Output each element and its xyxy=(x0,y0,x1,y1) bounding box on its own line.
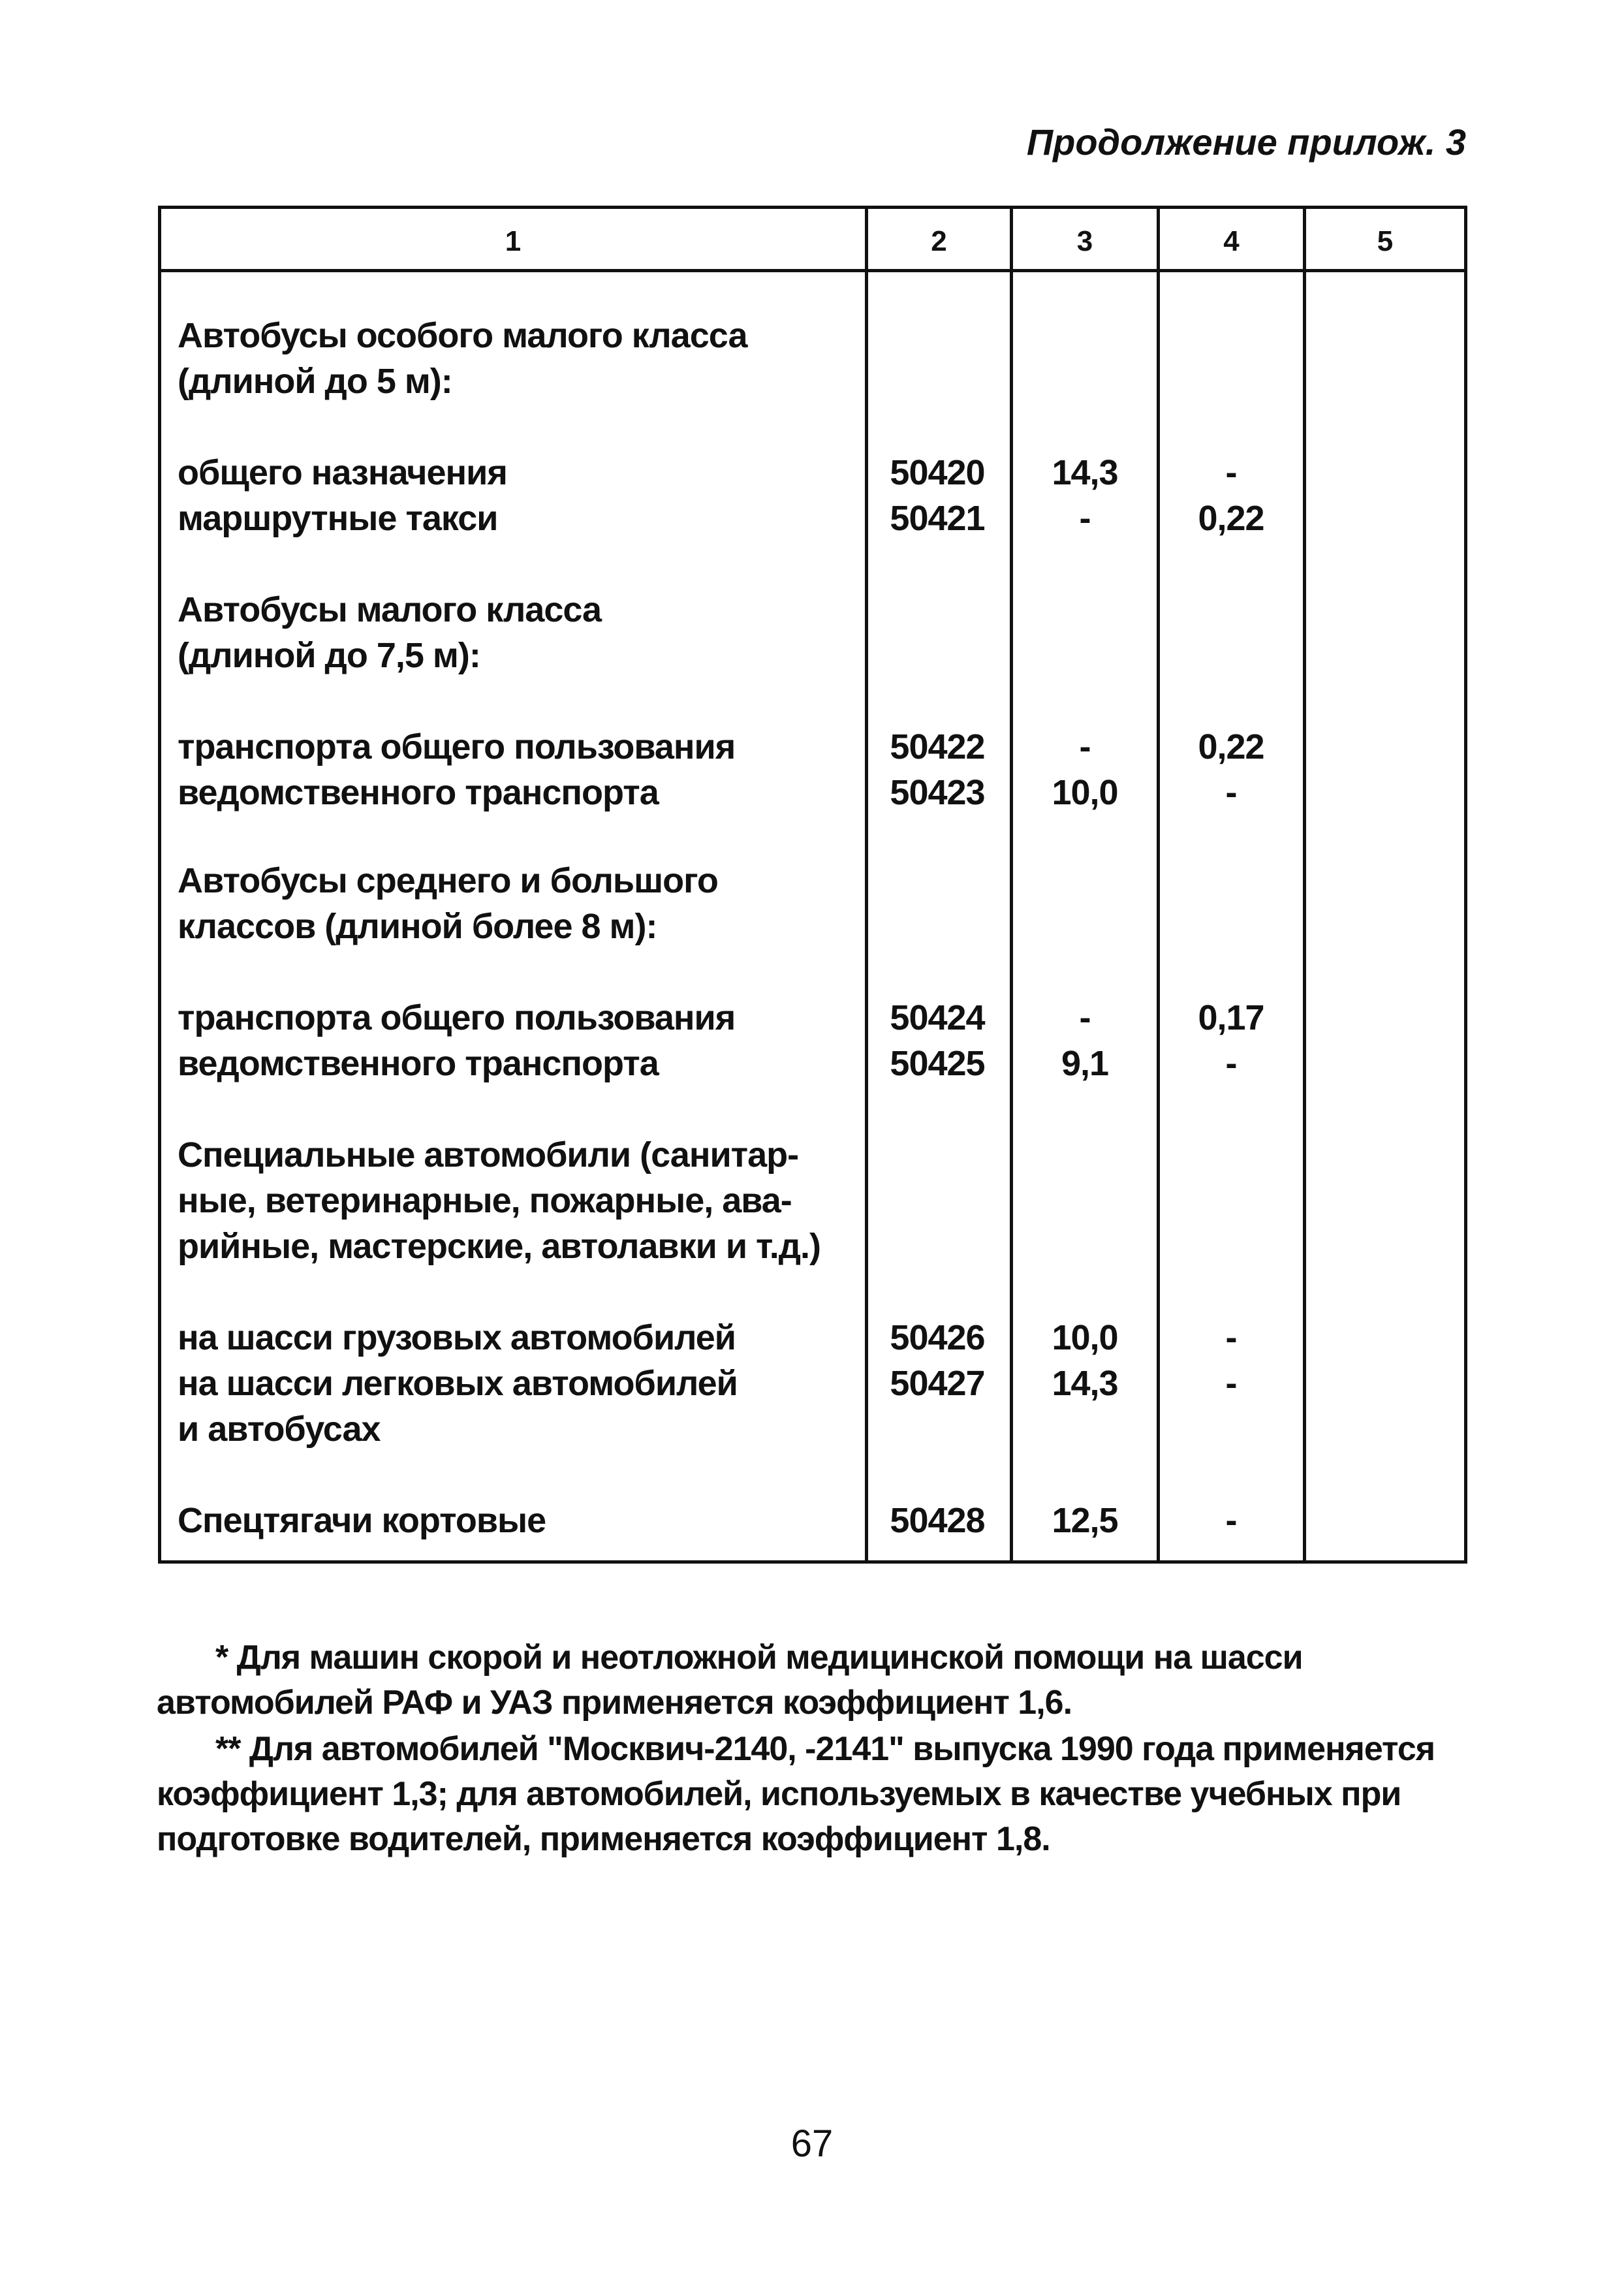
row-code: 50421 xyxy=(890,499,985,538)
row-code: 50427 xyxy=(890,1364,985,1403)
continuation-caption: Продолжение прилож. 3 xyxy=(1026,121,1466,163)
table-row xyxy=(0,996,1624,1040)
table-row xyxy=(0,859,1624,903)
row-code: 50425 xyxy=(890,1044,985,1083)
table-row xyxy=(0,770,1624,815)
row-label: Автобусы малого класса xyxy=(178,590,602,629)
row-value-3: 9,1 xyxy=(1061,1044,1109,1083)
row-label: и автобусах xyxy=(178,1410,381,1449)
row-value-3: 12,5 xyxy=(1052,1501,1118,1540)
row-label: рийные, мастерские, автолавки и т.д.) xyxy=(178,1227,821,1266)
header-col-3: 3 xyxy=(1076,225,1093,257)
table-row xyxy=(0,588,1624,632)
row-value-4: - xyxy=(1225,773,1237,812)
row-value-3: 14,3 xyxy=(1052,1364,1118,1403)
table-row xyxy=(0,450,1624,495)
table-row xyxy=(0,1498,1624,1543)
row-code: 50423 xyxy=(890,773,985,812)
table-row xyxy=(0,725,1624,769)
row-value-3: 14,3 xyxy=(1052,453,1118,492)
row-code: 50424 xyxy=(890,998,985,1037)
page-number: 67 xyxy=(790,2122,834,2165)
header-col-5: 5 xyxy=(1377,225,1394,257)
table-row xyxy=(0,359,1624,403)
row-value-4: - xyxy=(1225,1318,1237,1357)
footnote-1: * Для машин скорой и неотложной медицинской помощи на шасси автомобилей РАФ и УАЗ применяется коэффициент 1,6. xyxy=(157,1639,1303,1722)
row-value-4: - xyxy=(1225,453,1237,492)
row-code: 50426 xyxy=(890,1318,985,1357)
row-value-4: 0,17 xyxy=(1198,998,1264,1037)
row-label: на шасси грузовых автомобилей xyxy=(178,1318,736,1357)
table-row xyxy=(0,1361,1624,1406)
table-bottom-border xyxy=(158,1560,1467,1564)
row-label: ные, ветеринарные, пожарные, ава- xyxy=(178,1181,792,1220)
row-value-4: 0,22 xyxy=(1198,727,1264,766)
row-label: на шасси легковых автомобилей xyxy=(178,1364,738,1403)
row-value-3: - xyxy=(1079,727,1091,766)
row-code: 50428 xyxy=(890,1501,985,1540)
table-row xyxy=(0,1407,1624,1451)
row-label: (длиной до 7,5 м): xyxy=(178,636,480,675)
row-label: транспорта общего пользования xyxy=(178,998,736,1037)
row-value-3: - xyxy=(1079,499,1091,538)
table-row xyxy=(0,1133,1624,1177)
row-label: Спецтягачи кортовые xyxy=(178,1501,546,1540)
table-row xyxy=(0,1041,1624,1086)
table-row xyxy=(0,496,1624,541)
header-col-1: 1 xyxy=(505,225,522,257)
table-row xyxy=(0,313,1624,358)
row-code: 50420 xyxy=(890,453,985,492)
row-value-3: 10,0 xyxy=(1052,773,1118,812)
row-code: 50422 xyxy=(890,727,985,766)
table-row xyxy=(0,633,1624,678)
row-label: общего назначения xyxy=(178,453,507,492)
row-label: (длиной до 5 м): xyxy=(178,362,452,401)
table-top-border xyxy=(158,206,1467,209)
footnote-2: ** Для автомобилей "Москвич-2140, -2141" выпуска 1990 года применяется коэффициент 1,3; для автомобилей, используемых в качестве учебных при подготовке водителей, применяется коэффициент 1,8. xyxy=(157,1730,1435,1858)
header-col-4: 4 xyxy=(1223,225,1240,257)
row-value-4: 0,22 xyxy=(1198,499,1264,538)
table-row xyxy=(0,1316,1624,1360)
row-label: Автобусы среднего и большого xyxy=(178,861,718,900)
row-value-4: - xyxy=(1225,1044,1237,1083)
row-value-4: - xyxy=(1225,1501,1237,1540)
header-col-2: 2 xyxy=(931,225,947,257)
table-row xyxy=(0,904,1624,949)
row-label: транспорта общего пользования xyxy=(178,727,736,766)
table-row xyxy=(0,1224,1624,1269)
row-label: ведомственного транспорта xyxy=(178,773,659,812)
table-row xyxy=(0,1178,1624,1223)
table-header-divider xyxy=(158,269,1467,272)
row-value-4: - xyxy=(1225,1364,1237,1403)
row-label: маршрутные такси xyxy=(178,499,498,538)
row-value-3: 10,0 xyxy=(1052,1318,1118,1357)
row-label: ведомственного транспорта xyxy=(178,1044,659,1083)
row-label: Автобусы особого малого класса xyxy=(178,316,747,355)
row-label: классов (длиной более 8 м): xyxy=(178,907,657,946)
row-label: Специальные автомобили (санитар- xyxy=(178,1135,799,1174)
row-value-3: - xyxy=(1079,998,1091,1037)
